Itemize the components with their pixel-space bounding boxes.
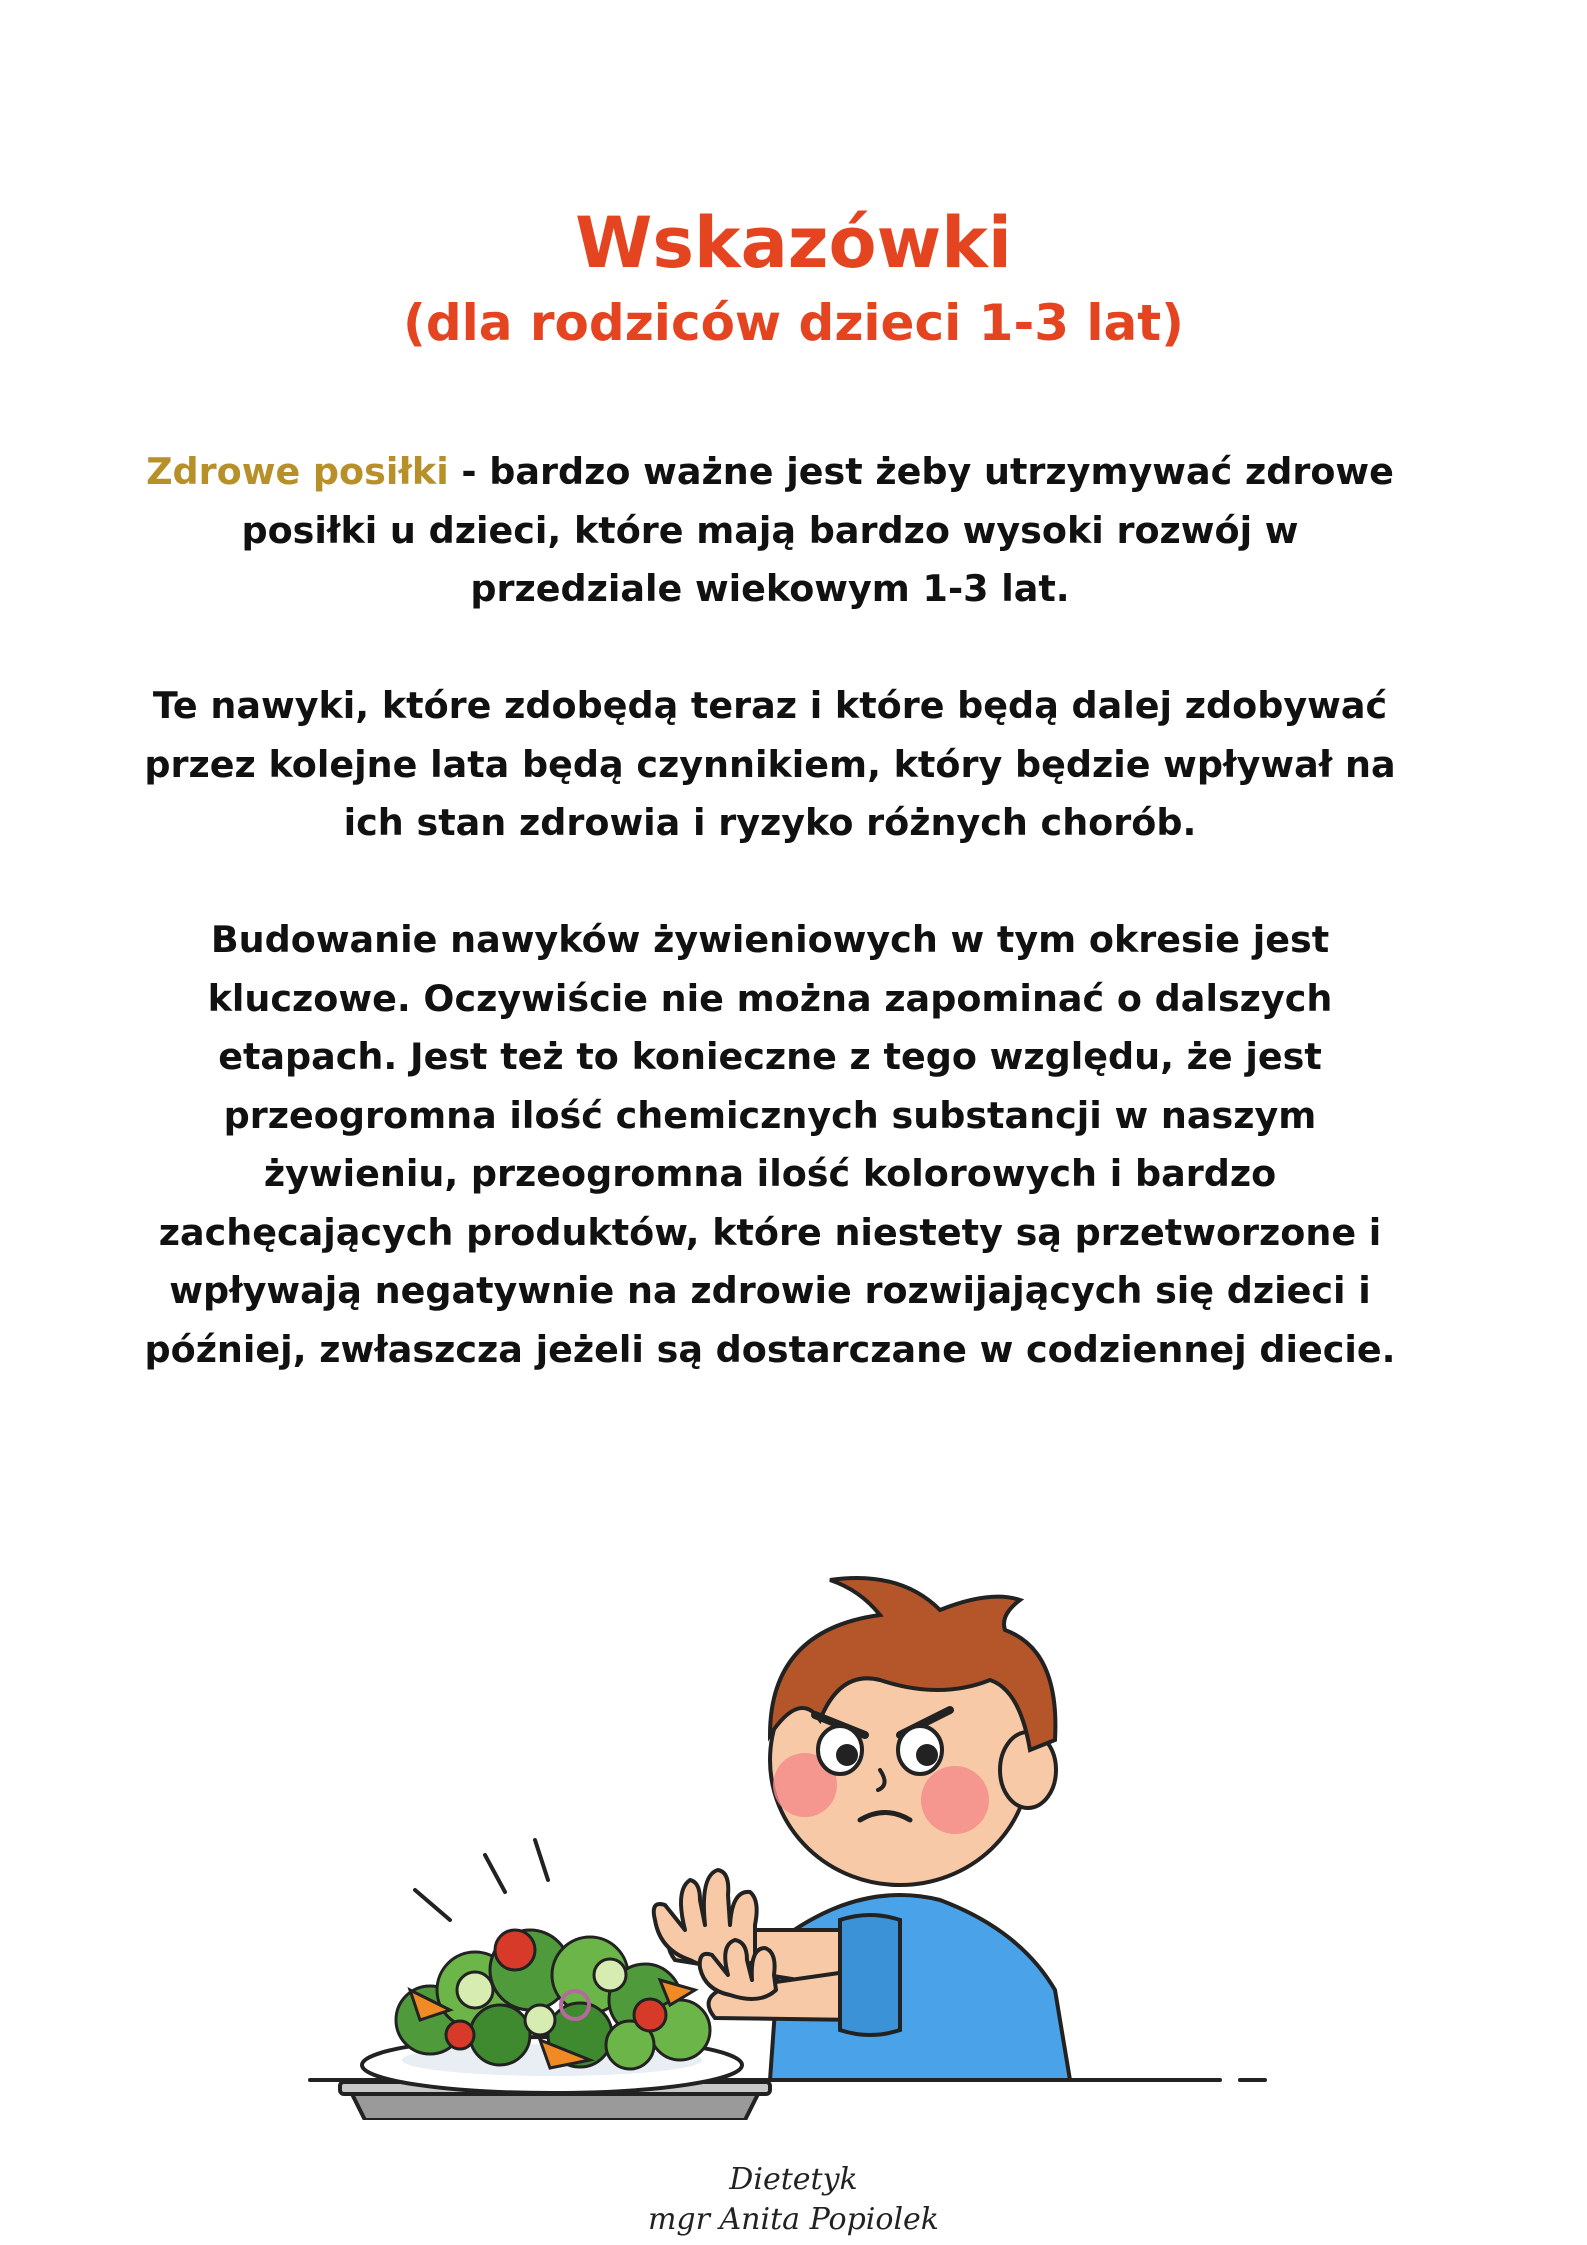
paragraph-building-habits: Budowanie nawyków żywieniowych w tym okresie jest kluczowe. Oczywiście nie można zapominać o dalszych etapach. Jest też to konieczne z tego względu, że jest przeogromna ilość chemicznych substancji w naszym żywieniu, przeogromna ilość kolorowych i bardzo zachęcających produktów, które niestety są przetworzone i wpływają negatywnie na zdrowie rozwijających się dzieci i później, zwłaszcza jeżeli są dostarczane w codziennej diecie. [144, 918, 1396, 1371]
paragraph-text: - bardzo ważne jest żeby utrzymywać zdrowe posiłki u dzieci, które mają bardzo wysoki rozwój w przedziale wiekowym 1-3 lat. [241, 450, 1394, 610]
signature-name: mgr Anita Popiolek [647, 2202, 939, 2237]
signature-role: Dietetyk [729, 2162, 858, 2197]
main-content [130, 443, 1410, 1379]
paragraph-habits: Te nawyki, które zdobędą teraz i które będą dalej zdobywać przez kolejne lata będą czynnikiem, który będzie wpływał na ich stan zdrowia i ryzyko różnych chorób. [144, 684, 1396, 844]
author-signature [0, 2160, 1587, 2240]
highlight-term: Zdrowe posiłki [146, 450, 449, 493]
boy-refusing-salad-illustration [300, 1520, 1280, 2120]
paragraph-healthy-meals [130, 443, 1410, 619]
page-subtitle: (dla rodziców dzieci 1-3 lat) [402, 294, 1185, 352]
page-title: Wskazówki [575, 202, 1012, 284]
